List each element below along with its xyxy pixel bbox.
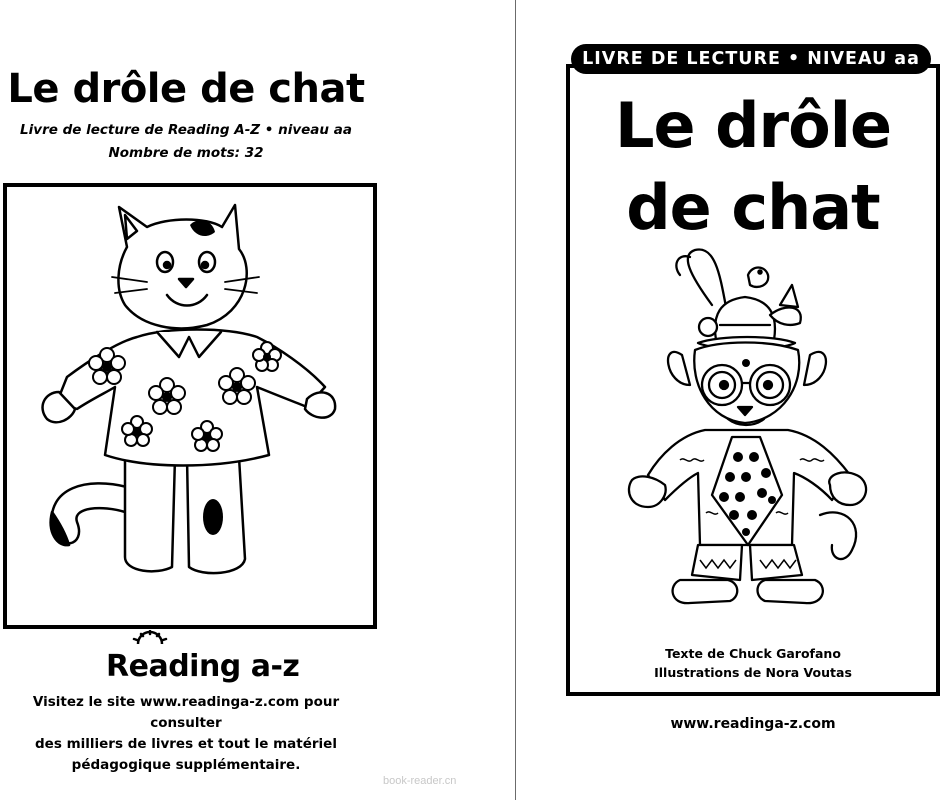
back-cover-subtitle: Livre de lecture de Reading A-Z • niveau aa (20, 122, 352, 138)
front-cover-title-line-1: Le drôle (615, 89, 891, 162)
back-cover-title: Le drôle de chat (7, 66, 365, 112)
website-url: www.readinga-z.com (670, 716, 836, 732)
visit-line-2: des milliers de livres et tout le matériel (35, 736, 337, 752)
reading-az-logo (106, 632, 300, 684)
cat-illustration-frame (3, 183, 377, 629)
reading-az-logo-text: Reading a-z (106, 649, 300, 684)
watermark: book-reader.cn (383, 775, 457, 787)
visit-message (0, 692, 372, 776)
level-banner: LIVRE DE LECTURE • NIVEAU aa (571, 44, 931, 74)
page-divider (515, 0, 516, 800)
illustrator-credit: Illustrations de Nora Voutas (654, 665, 852, 680)
word-count: Nombre de mots: 32 (108, 145, 264, 161)
costumed-cat-illustration (620, 245, 880, 605)
visit-line-3: pédagogique supplémentaire. (71, 757, 301, 773)
front-cover-title-line-2: de chat (626, 171, 880, 244)
cat-illustration (7, 187, 373, 625)
reading-az-sun-icon (130, 630, 170, 646)
author-credit: Texte de Chuck Garofano (665, 646, 841, 661)
visit-line-1: Visitez le site www.readinga-z.com pour consulter (32, 694, 340, 731)
